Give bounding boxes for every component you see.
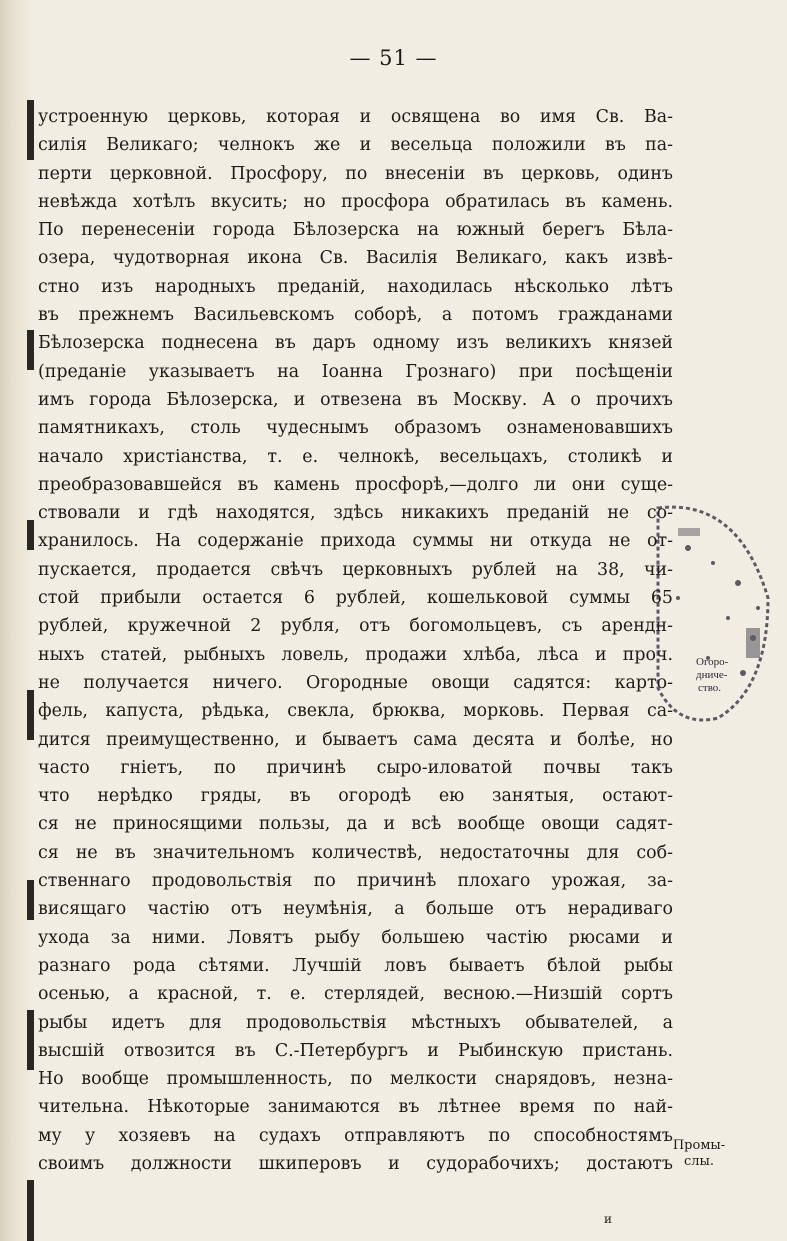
text-line: Но вообще промышленность, по мелкости снарядовъ, незна- xyxy=(38,1069,673,1090)
text-line: что нерѣдко гряды, въ огородѣ ею занятыя, остают- xyxy=(38,786,673,807)
text-line: начало христіанства, т. е. челнокѣ, весельцахъ, столикѣ и xyxy=(38,446,673,467)
text-line: рублей, кружечной 2 рубля, отъ богомольцевъ, съ арендн- xyxy=(38,616,673,637)
text-line: осенью, а красной, т. е. стерлядей, весною.—Низшій сортъ xyxy=(38,984,673,1005)
text-line: ственнаго продовольствія по причинѣ плохаго урожая, за- xyxy=(38,871,673,892)
text-line: Бѣлозерска поднесена въ даръ одному изъ великихъ князей xyxy=(38,333,673,354)
text-line: невѣжда хотѣлъ вкусить; но просфора обратилась въ камень. xyxy=(38,191,673,212)
text-line: ся не приносящими пользы, да и всѣ вообще овощи садят- xyxy=(38,814,673,835)
text-line: перти церковной. Просфору, по внесеніи въ церковь, одинъ xyxy=(38,163,673,184)
text-line: преобразовавшейся въ камень просфорѣ,—долго ли они суще- xyxy=(38,474,673,495)
text-line: По перенесеніи города Бѣлозерска на южный берегъ Бѣла- xyxy=(38,220,673,241)
text-line: часто гніетъ, по причинѣ сыро-иловатой почвы такъ xyxy=(38,757,673,778)
text-line: имъ города Бѣлозерска, и отвезена въ Москву. А о прочихъ xyxy=(38,389,673,410)
binding-mark xyxy=(27,1010,34,1070)
text-line: памятникахъ, столь чудеснымъ образомъ ознаменовавшихъ xyxy=(38,418,673,439)
binding-mark xyxy=(27,520,34,550)
body-text xyxy=(38,103,673,1178)
text-line: хранилось. На содержаніе прихода суммы ни откуда не от- xyxy=(38,531,673,552)
binding-mark xyxy=(27,690,34,740)
text-line: своимъ должности шкиперовъ и судорабочихъ; достаютъ xyxy=(38,1153,673,1174)
stamp-line-3: ство. xyxy=(698,682,722,694)
binding-mark xyxy=(27,1180,34,1241)
binding-mark xyxy=(27,100,34,160)
text-line: (преданіе указываетъ на Іоанна Грознаго) при посѣщеніи xyxy=(38,361,673,382)
text-line: ствовали и гдѣ находятся, здѣсь никакихъ преданій не со- xyxy=(38,503,673,524)
text-line: ухода за ними. Ловятъ рыбу большею частію рюсами и xyxy=(38,927,673,948)
text-line: не получается ничего. Огородные овощи садятся: карто- xyxy=(38,672,673,693)
margin-note: Промы- слы. xyxy=(672,1138,726,1169)
binding-mark xyxy=(27,330,34,370)
book-spine-shadow xyxy=(0,0,34,1241)
text-line: ныхъ статей, рыбныхъ ловель, продажи хлѣба, лѣса и проч. xyxy=(38,644,673,665)
ink-stamp xyxy=(618,488,778,728)
text-line: висящаго частію отъ неумѣнія, а больше отъ нерадиваго xyxy=(38,899,673,920)
text-line: высшій отвозится въ С.-Петербургъ и Рыбинскую пристань. xyxy=(38,1040,673,1061)
text-line: стой прибыли остается 6 рублей, кошельковой суммы 65 xyxy=(38,588,673,609)
stamp-line-2: дниче- xyxy=(696,669,728,681)
text-line: стно изъ народныхъ преданій, находилась нѣсколько лѣтъ xyxy=(38,276,673,297)
text-line: разнаго рода сѣтями. Лучшій ловъ бываетъ бѣлой рыбы xyxy=(38,955,673,976)
text-line: чительна. Нѣкоторые занимаются въ лѣтнее время по най- xyxy=(38,1097,673,1118)
text-line: фель, капуста, рѣдька, свекла, брюква, морковь. Первая са- xyxy=(38,701,673,722)
text-line: му у хозяевъ на судахъ отправляютъ по способностямъ xyxy=(38,1125,673,1146)
stamp-line-1: Огоро- xyxy=(696,656,729,668)
catchword: и xyxy=(604,1212,612,1226)
text-line: ся не въ значительномъ количествѣ, недостаточны для соб- xyxy=(38,842,673,863)
text-line: устроенную церковь, которая и освящена во имя Св. Ва- xyxy=(38,107,673,127)
text-line: рыбы идетъ для продовольствія мѣстныхъ обывателей, а xyxy=(38,1012,673,1033)
text-line: дится преимущественно, и бываетъ сама десята и болѣе, но xyxy=(38,729,673,750)
page-number: — 51 — xyxy=(349,46,438,70)
text-line: озера, чудотворная икона Св. Василія Великаго, какъ извѣ- xyxy=(38,248,673,269)
text-line: въ прежнемъ Васильевскомъ соборѣ, а потомъ гражданами xyxy=(38,305,673,326)
text-line: силія Великаго; челнокъ же и весельца положили въ па- xyxy=(38,135,673,156)
binding-mark xyxy=(27,880,34,920)
text-line: пускается, продается свѣчъ церковныхъ рублей на 38, чи- xyxy=(38,559,673,580)
